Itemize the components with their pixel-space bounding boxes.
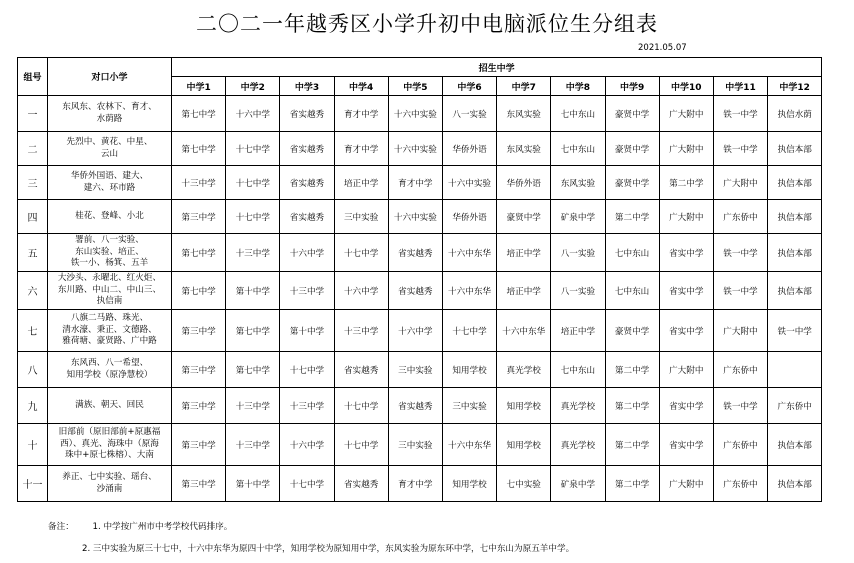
middle-school-cell: 第二中学 bbox=[605, 200, 659, 234]
middle-school-cell: 十三中学 bbox=[172, 166, 226, 200]
primary-school-line: 西）、真光、海珠中（原海 bbox=[60, 438, 159, 449]
header-primary: 对口小学 bbox=[48, 58, 172, 96]
middle-school-cell: 省实越秀 bbox=[388, 388, 442, 424]
middle-school-cell: 七中东山 bbox=[551, 132, 605, 166]
primary-school-line: 养正、七中实验、瑶台、 bbox=[62, 472, 157, 482]
middle-school-cell: 执信水荫 bbox=[768, 96, 822, 132]
middle-school-cell: 十六中学 bbox=[280, 234, 334, 272]
middle-school-cell: 执信本部 bbox=[768, 424, 822, 466]
table-row bbox=[18, 310, 822, 352]
header-school-9: 中学9 bbox=[605, 77, 659, 96]
table-row bbox=[18, 466, 822, 502]
middle-school-cell: 八一实验 bbox=[551, 272, 605, 310]
middle-school-cell: 真光学校 bbox=[551, 424, 605, 466]
primary-school-line: 先烈中、黄花、中星、 bbox=[66, 137, 153, 147]
middle-school-cell: 执信本部 bbox=[768, 234, 822, 272]
middle-school-cell: 执信本部 bbox=[768, 200, 822, 234]
middle-school-cell: 十七中学 bbox=[334, 388, 388, 424]
table-row bbox=[18, 132, 822, 166]
group-number: 六 bbox=[18, 272, 48, 310]
middle-school-cell: 省实越秀 bbox=[388, 272, 442, 310]
primary-schools bbox=[48, 234, 172, 272]
middle-school-cell: 执信本部 bbox=[768, 466, 822, 502]
primary-school-line: 桂花、登峰、小北 bbox=[75, 210, 144, 221]
middle-school-cell: 三中实验 bbox=[388, 352, 442, 388]
header-school-11: 中学11 bbox=[713, 77, 767, 96]
primary-school-line: 旧部前（原旧部前+原惠福 bbox=[58, 427, 161, 438]
primary-school-line: 执信南 bbox=[96, 296, 123, 307]
middle-school-cell: 矿泉中学 bbox=[551, 466, 605, 502]
primary-schools bbox=[48, 200, 172, 234]
middle-school-cell: 十六中学 bbox=[226, 96, 280, 132]
middle-school-cell: 广大附中 bbox=[713, 310, 767, 352]
middle-school-cell: 十六中学 bbox=[388, 310, 442, 352]
header-group: 组号 bbox=[18, 58, 48, 96]
middle-school-cell: 知用学校 bbox=[497, 424, 551, 466]
middle-school-cell: 省实中学 bbox=[659, 234, 713, 272]
primary-schools bbox=[48, 352, 172, 388]
middle-school-cell: 培正中学 bbox=[497, 272, 551, 310]
header-school-2: 中学2 bbox=[226, 77, 280, 96]
middle-school-cell: 十六中东华 bbox=[442, 272, 496, 310]
middle-school-cell: 第七中学 bbox=[172, 272, 226, 310]
primary-school-line: 东风东、农林下、育才、 bbox=[62, 102, 157, 112]
middle-school-cell: 铁一中学 bbox=[713, 388, 767, 424]
middle-school-cell: 省实越秀 bbox=[388, 234, 442, 272]
middle-school-cell: 华侨外语 bbox=[497, 166, 551, 200]
middle-school-cell: 十三中学 bbox=[226, 424, 280, 466]
primary-school-line: 东风西、八一希望、 bbox=[70, 358, 149, 368]
middle-school-cell: 十三中学 bbox=[334, 310, 388, 352]
primary-school-line: 大沙头、永曜北、红火炬、 bbox=[57, 273, 162, 284]
middle-school-cell: 广大附中 bbox=[659, 96, 713, 132]
middle-school-cell: 育才中学 bbox=[388, 466, 442, 502]
middle-school-cell: 东风实验 bbox=[551, 166, 605, 200]
middle-school-cell: 广东侨中 bbox=[713, 352, 767, 388]
middle-school-cell: 十七中学 bbox=[442, 310, 496, 352]
middle-school-cell: 育才中学 bbox=[334, 96, 388, 132]
middle-school-cell: 真光学校 bbox=[497, 352, 551, 388]
middle-school-cell: 省实越秀 bbox=[334, 352, 388, 388]
middle-school-cell: 知用学校 bbox=[497, 388, 551, 424]
middle-school-cell: 十六中实验 bbox=[388, 96, 442, 132]
header-middle: 招生中学 bbox=[172, 58, 822, 77]
table-row bbox=[18, 272, 822, 310]
middle-school-cell: 十六中学 bbox=[334, 272, 388, 310]
middle-school-cell: 十三中学 bbox=[280, 272, 334, 310]
middle-school-cell: 省实中学 bbox=[659, 310, 713, 352]
middle-school-cell: 第七中学 bbox=[172, 96, 226, 132]
middle-school-cell: 豪贤中学 bbox=[497, 200, 551, 234]
table-body bbox=[18, 96, 822, 502]
middle-school-cell: 广大附中 bbox=[659, 132, 713, 166]
primary-schools bbox=[48, 272, 172, 310]
primary-school-line: 满族、朝天、回民 bbox=[75, 399, 144, 410]
group-number: 三 bbox=[18, 166, 48, 200]
middle-school-cell: 七中东山 bbox=[551, 352, 605, 388]
primary-school-line: 华侨外国语、建大、 bbox=[70, 171, 149, 181]
middle-school-cell: 十六中学 bbox=[280, 424, 334, 466]
middle-school-cell: 十三中学 bbox=[226, 234, 280, 272]
middle-school-cell: 真光学校 bbox=[551, 388, 605, 424]
middle-school-cell: 省实越秀 bbox=[280, 96, 334, 132]
middle-school-cell: 广大附中 bbox=[659, 200, 713, 234]
middle-school-cell: 十六中实验 bbox=[442, 166, 496, 200]
middle-school-cell: 培正中学 bbox=[551, 310, 605, 352]
middle-school-cell: 知用学校 bbox=[442, 466, 496, 502]
primary-school-line: 雅荷塘、豪贤路、广中路 bbox=[62, 336, 157, 347]
middle-school-cell: 第二中学 bbox=[659, 166, 713, 200]
primary-schools bbox=[48, 388, 172, 424]
header-school-4: 中学4 bbox=[334, 77, 388, 96]
header-school-1: 中学1 bbox=[172, 77, 226, 96]
middle-school-cell: 第十中学 bbox=[226, 466, 280, 502]
middle-school-cell: 第三中学 bbox=[172, 310, 226, 352]
group-number: 五 bbox=[18, 234, 48, 272]
primary-school-line: 水荫路 bbox=[96, 113, 123, 124]
primary-schools bbox=[48, 132, 172, 166]
middle-school-cell: 八一实验 bbox=[442, 96, 496, 132]
middle-school-cell: 广大附中 bbox=[659, 352, 713, 388]
middle-school-cell: 广东侨中 bbox=[713, 466, 767, 502]
middle-school-cell: 三中实验 bbox=[388, 424, 442, 466]
middle-school-cell: 第七中学 bbox=[226, 352, 280, 388]
middle-school-cell: 广东侨中 bbox=[713, 424, 767, 466]
primary-school-line: 署前、八一实验、 bbox=[75, 235, 144, 246]
middle-school-cell: 十六中实验 bbox=[388, 200, 442, 234]
page-title: 二〇二一年越秀区小学升初中电脑派位生分组表 bbox=[196, 12, 658, 36]
middle-school-cell: 豪贤中学 bbox=[605, 132, 659, 166]
middle-school-cell: 矿泉中学 bbox=[551, 200, 605, 234]
middle-school-cell: 八一实验 bbox=[551, 234, 605, 272]
primary-school-line: 建六、环市路 bbox=[83, 182, 136, 193]
primary-school-line: 云山 bbox=[100, 148, 119, 159]
header-school-5: 中学5 bbox=[388, 77, 442, 96]
middle-school-cell: 华侨外语 bbox=[442, 132, 496, 166]
primary-school-line: 知用学校（原净慧校） bbox=[66, 369, 153, 380]
header-school-10: 中学10 bbox=[659, 77, 713, 96]
middle-school-cell: 十六中东华 bbox=[497, 310, 551, 352]
middle-school-cell: 三中实验 bbox=[334, 200, 388, 234]
middle-school-cell: 省实越秀 bbox=[280, 200, 334, 234]
middle-school-cell: 广东侨中 bbox=[768, 388, 822, 424]
table-row bbox=[18, 424, 822, 466]
middle-school-cell: 铁一中学 bbox=[713, 96, 767, 132]
group-number: 八 bbox=[18, 352, 48, 388]
date-label: 2021.05.07 bbox=[638, 43, 687, 53]
table-row bbox=[18, 166, 822, 200]
middle-school-cell: 十七中学 bbox=[226, 132, 280, 166]
middle-school-cell: 省实中学 bbox=[659, 424, 713, 466]
middle-school-cell: 第三中学 bbox=[172, 466, 226, 502]
middle-school-cell: 七中实验 bbox=[497, 466, 551, 502]
middle-school-cell: 十六中实验 bbox=[388, 132, 442, 166]
middle-school-cell: 第二中学 bbox=[605, 352, 659, 388]
middle-school-cell: 十七中学 bbox=[334, 234, 388, 272]
primary-schools bbox=[48, 424, 172, 466]
middle-school-cell: 十七中学 bbox=[226, 166, 280, 200]
middle-school-cell: 省实中学 bbox=[659, 272, 713, 310]
middle-school-cell: 十七中学 bbox=[334, 424, 388, 466]
middle-school-cell: 七中东山 bbox=[605, 234, 659, 272]
middle-school-cell: 七中东山 bbox=[605, 272, 659, 310]
middle-school-cell: 三中实验 bbox=[442, 388, 496, 424]
header-school-7: 中学7 bbox=[497, 77, 551, 96]
middle-school-cell: 豪贤中学 bbox=[605, 310, 659, 352]
group-number: 四 bbox=[18, 200, 48, 234]
middle-school-cell bbox=[768, 352, 822, 388]
primary-schools bbox=[48, 96, 172, 132]
table-row bbox=[18, 388, 822, 424]
middle-school-cell: 铁一中学 bbox=[713, 132, 767, 166]
middle-school-cell: 第七中学 bbox=[172, 132, 226, 166]
group-number: 七 bbox=[18, 310, 48, 352]
middle-school-cell: 十六中东华 bbox=[442, 424, 496, 466]
middle-school-cell: 七中东山 bbox=[551, 96, 605, 132]
middle-school-cell: 第三中学 bbox=[172, 388, 226, 424]
primary-schools bbox=[48, 466, 172, 502]
middle-school-cell: 第二中学 bbox=[605, 424, 659, 466]
note-1-text: 1. 中学按广州市中考学校代码排序。 bbox=[92, 522, 233, 532]
middle-school-cell: 广大附中 bbox=[659, 466, 713, 502]
middle-school-cell: 铁一中学 bbox=[713, 272, 767, 310]
middle-school-cell: 培正中学 bbox=[497, 234, 551, 272]
middle-school-cell: 第十中学 bbox=[226, 272, 280, 310]
middle-school-cell: 广东侨中 bbox=[713, 200, 767, 234]
middle-school-cell: 铁一中学 bbox=[768, 310, 822, 352]
primary-school-line: 珠中+原七株榕）、大南 bbox=[65, 450, 154, 461]
middle-school-cell: 豪贤中学 bbox=[605, 96, 659, 132]
middle-school-cell: 省实中学 bbox=[659, 388, 713, 424]
group-number: 一 bbox=[18, 96, 48, 132]
middle-school-cell: 第十中学 bbox=[280, 310, 334, 352]
middle-school-cell: 十七中学 bbox=[280, 466, 334, 502]
allocation-table bbox=[17, 57, 822, 502]
middle-school-cell: 铁一中学 bbox=[713, 234, 767, 272]
middle-school-cell: 第二中学 bbox=[605, 388, 659, 424]
header-school-3: 中学3 bbox=[280, 77, 334, 96]
middle-school-cell: 东风实验 bbox=[497, 96, 551, 132]
primary-school-line: 东山实验、培正、 bbox=[75, 246, 144, 257]
group-number: 十 bbox=[18, 424, 48, 466]
middle-school-cell: 执信本部 bbox=[768, 132, 822, 166]
middle-school-cell: 育才中学 bbox=[334, 132, 388, 166]
group-number: 十一 bbox=[18, 466, 48, 502]
group-number: 二 bbox=[18, 132, 48, 166]
middle-school-cell: 知用学校 bbox=[442, 352, 496, 388]
middle-school-cell: 第二中学 bbox=[605, 466, 659, 502]
middle-school-cell: 省实越秀 bbox=[334, 466, 388, 502]
middle-school-cell: 第七中学 bbox=[226, 310, 280, 352]
primary-school-line: 东川路、中山二、中山三、 bbox=[57, 284, 162, 295]
middle-school-cell: 培正中学 bbox=[334, 166, 388, 200]
group-number: 九 bbox=[18, 388, 48, 424]
middle-school-cell: 十三中学 bbox=[226, 388, 280, 424]
primary-school-line: 八旗二马路、珠光、 bbox=[70, 313, 149, 324]
header-school-12: 中学12 bbox=[768, 77, 822, 96]
primary-schools bbox=[48, 166, 172, 200]
middle-school-cell: 十六中东华 bbox=[442, 234, 496, 272]
primary-school-line: 铁一小、杨箕、五羊 bbox=[70, 258, 149, 269]
primary-schools bbox=[48, 310, 172, 352]
table-row bbox=[18, 96, 822, 132]
note-2-text: 2. 三中实验为原三十七中，十六中东华为原四十中学，知用学校为原知用中学，东风实验为原东环中学，七中东山为原五羊中学。 bbox=[82, 544, 575, 554]
note-label: 备注： bbox=[48, 522, 74, 532]
middle-school-cell: 广大附中 bbox=[713, 166, 767, 200]
table-row bbox=[18, 352, 822, 388]
middle-school-cell: 十七中学 bbox=[226, 200, 280, 234]
middle-school-cell: 十三中学 bbox=[280, 388, 334, 424]
primary-school-line: 沙涌南 bbox=[96, 483, 123, 494]
note-1 bbox=[48, 520, 232, 532]
header-school-6: 中学6 bbox=[442, 77, 496, 96]
middle-school-cell: 省实越秀 bbox=[280, 166, 334, 200]
primary-school-line: 清水濠、秉正、文德路、 bbox=[62, 324, 157, 335]
middle-school-cell: 第三中学 bbox=[172, 200, 226, 234]
middle-school-cell: 第七中学 bbox=[172, 234, 226, 272]
table-row bbox=[18, 234, 822, 272]
header-school-8: 中学8 bbox=[551, 77, 605, 96]
middle-school-cell: 华侨外语 bbox=[442, 200, 496, 234]
middle-school-cell: 执信本部 bbox=[768, 166, 822, 200]
table-row bbox=[18, 200, 822, 234]
middle-school-cell: 东风实验 bbox=[497, 132, 551, 166]
middle-school-cell: 执信本部 bbox=[768, 272, 822, 310]
middle-school-cell: 育才中学 bbox=[388, 166, 442, 200]
middle-school-cell: 第三中学 bbox=[172, 352, 226, 388]
middle-school-cell: 第三中学 bbox=[172, 424, 226, 466]
middle-school-cell: 十七中学 bbox=[280, 352, 334, 388]
middle-school-cell: 豪贤中学 bbox=[605, 166, 659, 200]
middle-school-cell: 省实越秀 bbox=[280, 132, 334, 166]
